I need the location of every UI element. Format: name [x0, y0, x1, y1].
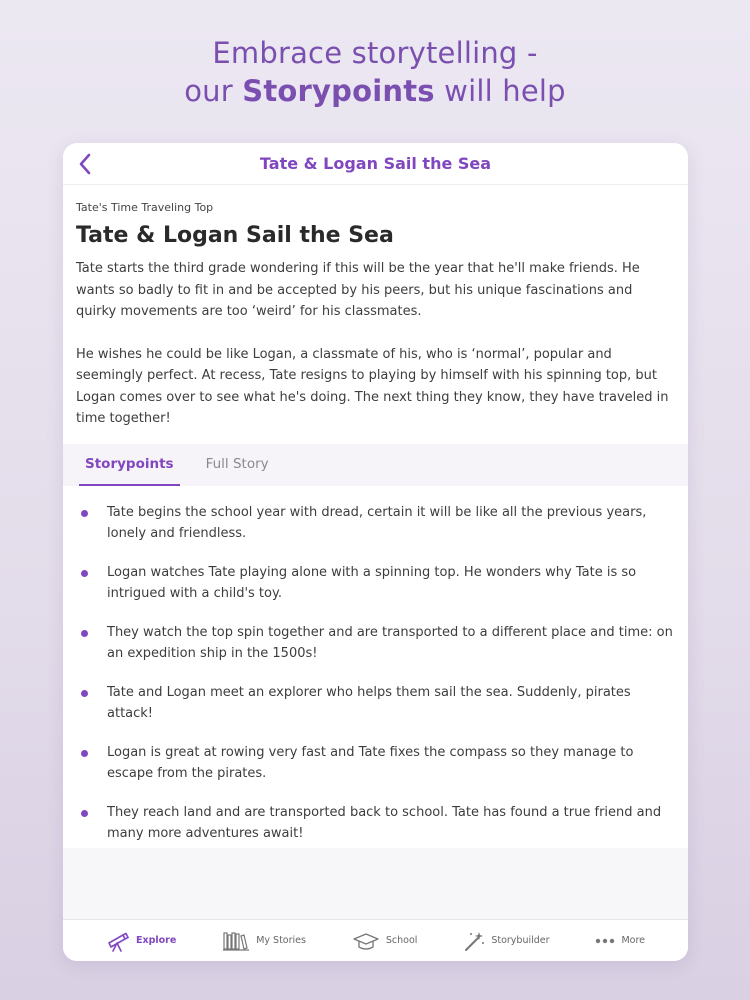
tab-storypoints[interactable]: Storypoints: [79, 444, 180, 486]
bullet-dot-icon: [81, 630, 88, 637]
tab-school[interactable]: [352, 931, 418, 951]
promo-headline: [0, 34, 750, 110]
storypoint-text: Logan watches Tate playing alone with a spinning top. He wonders why Tate is so intrigued with a child's toy.: [107, 564, 637, 601]
tab-storybuilder[interactable]: [463, 930, 549, 952]
bottom-tab-bar: [63, 919, 688, 961]
bullet-dot-icon: [81, 810, 88, 817]
tab-school-label: School: [385, 935, 418, 946]
storypoints-list: [63, 486, 688, 841]
app-screen: [63, 143, 688, 961]
tab-storybuilder-label: Storybuilder: [491, 935, 550, 946]
chevron-left-icon: [78, 153, 92, 175]
nav-bar: [63, 143, 688, 185]
bullet-dot-icon: [81, 690, 88, 697]
graduation-cap-icon: [352, 931, 380, 951]
storypoint-text: They watch the top spin together and are transported to a different place and time: on an expedition ship in the 1500s!: [107, 624, 673, 661]
tab-full-story[interactable]: Full Story: [205, 455, 269, 472]
book-detail: [63, 201, 688, 430]
storypoint-text: Logan is great at rowing very fast and Tate fixes the compass so they manage to escape from the pirates.: [107, 744, 634, 781]
more-dots-icon: [595, 938, 615, 944]
description-paragraph: Tate starts the third grade wondering if this will be the year that he'll make friends. He wants so badly to fit in and be accepted by his peers, but his unique fascinations and quirky movements are too ‘weird’ for his classmates.: [76, 261, 640, 319]
storypoint-item: [79, 682, 676, 725]
promo-line-2-prefix: our: [184, 74, 243, 108]
tab-more[interactable]: [595, 935, 645, 946]
bullet-dot-icon: [81, 750, 88, 757]
promo-line-2-bold: Storypoints: [242, 74, 435, 108]
back-button[interactable]: [71, 149, 99, 179]
bullet-dot-icon: [81, 510, 88, 517]
content-background: [63, 848, 688, 919]
storypoint-item: [79, 502, 676, 545]
series-name: Tate's Time Traveling Top: [76, 201, 214, 214]
storypoint-text: Tate begins the school year with dread, certain it will be like all the previous years, lonely and friendless.: [107, 504, 647, 541]
magic-wand-icon: [463, 930, 485, 952]
promo-line-1: Embrace storytelling -: [212, 36, 538, 70]
promo-line-2-suffix: will help: [434, 74, 566, 108]
storypoint-text: They reach land and are transported back to school. Tate has found a true friend and many more adventures await!: [107, 804, 662, 841]
description-paragraph: He wishes he could be like Logan, a classmate of his, who is ‘normal’, popular and seemingly perfect. At recess, Tate resigns to playing by himself with his spinning top, but Logan comes over to see what he's doing. The next thing they know, they have traveled in time together!: [76, 346, 669, 426]
tab-more-label: More: [621, 935, 645, 946]
storypoint-item: [79, 562, 676, 605]
promo-line-2: [0, 72, 750, 110]
storypoint-text: Tate and Logan meet an explorer who helps them sail the sea. Suddenly, pirates attack!: [107, 684, 631, 721]
tab-explore-label: Explore: [135, 935, 177, 946]
tab-my-stories[interactable]: [222, 931, 306, 951]
storypoint-item: [79, 802, 676, 845]
tab-my-stories-label: My Stories: [256, 935, 306, 946]
storypoint-item: [79, 622, 676, 665]
nav-title: Tate & Logan Sail the Sea: [259, 154, 492, 173]
telescope-icon: [106, 930, 130, 952]
book-description: [76, 258, 676, 430]
story-tabs: [63, 444, 688, 486]
book-title: Tate & Logan Sail the Sea: [76, 223, 394, 248]
bookshelf-icon: [222, 931, 250, 951]
bullet-dot-icon: [81, 570, 88, 577]
tab-explore[interactable]: [106, 930, 176, 952]
storypoint-item: [79, 742, 676, 785]
